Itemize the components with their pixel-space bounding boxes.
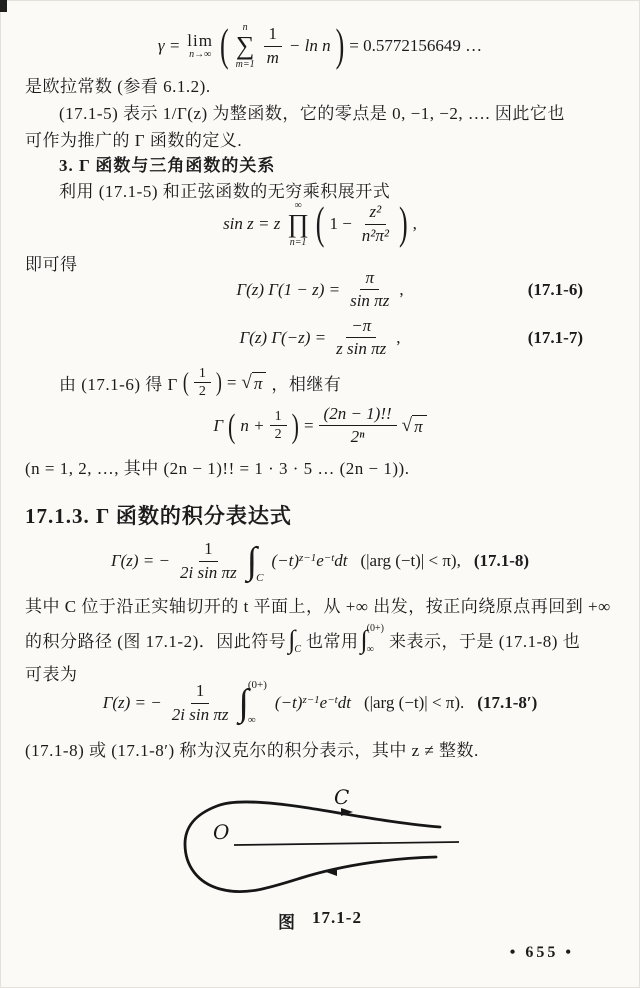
eq8-condition: (|arg (−t)| < π),: [360, 551, 461, 570]
contour-label: C: [334, 788, 350, 809]
paragraph-gamma-half: [25, 366, 615, 400]
gamma-half-pre: 由 (17.1-6) 得 Γ: [59, 375, 178, 395]
gamma-half-integer-formula: [25, 404, 615, 448]
integral-lower-limit: ∞: [247, 714, 256, 726]
inline-integral-0plus: ∫ (0+) ∞: [360, 623, 384, 655]
eq6-comma: ,: [399, 279, 404, 299]
negative-reflection-formula-row: [25, 316, 615, 360]
contour-integral-C: ∫ C: [246, 540, 264, 584]
limit-operator: [187, 32, 213, 60]
right-paren: ): [399, 197, 408, 249]
section-heading-integral-representation: 17.1.3. Γ 函数的积分表达式: [25, 504, 292, 528]
prod-lower-limit: n=1: [289, 237, 307, 248]
n-plus: n +: [240, 415, 265, 435]
paragraph-thus-we-get: 即可得: [25, 255, 78, 274]
eq8p-fraction: $\frac{1}{\text{2i sin πz}}$: [171, 681, 229, 724]
sqrt-pi: √ π: [241, 372, 266, 394]
integral-0plus-infinity: ∫ (0+) ∞: [238, 679, 267, 726]
sum-upper-limit: n: [242, 22, 248, 33]
trailing-comma: ,: [412, 214, 417, 233]
integral-lower-limit: C: [256, 572, 264, 584]
right-paren: ): [215, 367, 222, 397]
eq7-fraction: $\frac{-\pi}{\text{z sin πz}}$: [336, 316, 387, 359]
lim-subscript: n→∞: [189, 49, 212, 60]
formula-lhs: γ =: [157, 36, 181, 55]
figure-caption: [25, 908, 615, 933]
eq8p-integrand: $(-t)^{z-1}e^{-t}dt$: [274, 693, 351, 712]
fraction-1-over-2: $\frac{1}{2}$: [194, 366, 211, 400]
paragraph-contour-line3: 可表为: [25, 665, 78, 684]
contour-line2-a: 的积分路径 (图 17.1-2)．因此符号: [25, 632, 287, 651]
figure-caption-word: 图: [278, 913, 297, 932]
contour-line2-b: 也常用: [306, 632, 359, 651]
left-paren: (: [228, 405, 236, 445]
fraction-1-over-2: $\frac{1}{2}$: [270, 409, 287, 443]
euler-constant-formula: [25, 19, 615, 71]
hankel-integral-formula-prime-row: [25, 680, 615, 726]
prod-symbol: ∏: [287, 209, 309, 238]
contour-path: [185, 802, 440, 892]
lim-symbol: lim: [187, 31, 213, 50]
sum-lower-limit: m=1: [235, 59, 255, 70]
eq8-fraction: $\frac{1}{\text{2i sin πz}}$: [180, 539, 237, 582]
eq6-lhs: Γ(z) Γ(1 − z) =: [236, 279, 341, 299]
contour-line2-c: 来表示，于是 (17.1-8) 也: [388, 632, 581, 651]
hankel-contour-drawing: [0, 788, 640, 906]
paragraph-double-factorial-note: (n = 1, 2, …, 其中 (2n − 1)!! = 1 · 3 · 5 … (2n − 1)).: [25, 459, 410, 478]
figure-hankel-contour: [0, 788, 640, 911]
equals-sign: =: [226, 372, 237, 392]
eq7-lhs: Γ(z) Γ(−z) =: [239, 327, 327, 347]
heading-gamma-trig-relation: 3. Γ 函数与三角函数的关系: [59, 156, 276, 175]
fraction-1-over-m: $\frac{1}{m}$: [262, 24, 284, 68]
eq8-lhs: Γ(z) = −: [110, 551, 170, 570]
origin-label: O: [213, 820, 230, 844]
equation-number-17-1-8: (17.1-8): [473, 551, 530, 570]
paragraph-sine-product-intro: 利用 (17.1-5) 和正弦函数的无穷乘积展开式: [59, 182, 391, 201]
double-factorial-fraction: $\frac{(2n - 1)!!}{\text{2ⁿ}}$: [319, 404, 397, 448]
figure-caption-number: 17.1-2: [312, 908, 362, 927]
equation-number-17-1-7: (17.1-7): [527, 327, 583, 347]
left-paren: (: [315, 197, 325, 249]
scan-artifact: [0, 0, 7, 12]
product-operator: [287, 200, 308, 248]
gamma-symbol: Γ: [213, 415, 224, 435]
eq8p-condition: (|arg (−t)| < π).: [363, 693, 465, 712]
one-minus: 1 −: [329, 214, 352, 233]
summation-operator: [236, 22, 255, 70]
fraction-z2-over-n2pi2: $\frac{\text{z²}}{\text{n²π²}}$: [361, 202, 389, 245]
inline-integral-C: ∫ C: [288, 624, 302, 655]
left-paren: (: [182, 367, 189, 397]
prod-upper-limit: ∞: [294, 200, 302, 211]
gamma-half-post: ，相继有: [271, 375, 342, 395]
equals-sign: =: [303, 415, 314, 435]
equation-number-17-1-6: (17.1-6): [527, 279, 583, 299]
sqrt-pi: √ π: [402, 415, 427, 437]
hankel-integral-formula-row: [25, 538, 615, 584]
integral-upper-limit: (0+): [247, 679, 267, 691]
euler-constant-value: = 0.5772156649 …: [349, 36, 483, 55]
eq8-integrand: $(-t)^{z-1}e^{-t}dt$: [271, 551, 348, 570]
right-paren: ): [291, 405, 299, 445]
sum-symbol: ∑: [235, 31, 255, 60]
paragraph-entire-function-line2: 可作为推广的 Γ 函数的定义.: [25, 131, 243, 150]
eq7-comma: ,: [396, 327, 401, 347]
sin-lhs: sin z = z: [223, 214, 281, 233]
eq8p-lhs: Γ(z) = −: [102, 693, 162, 712]
paragraph-entire-function-line1: (17.1-5) 表示 1/Γ(z) 为整函数，它的零点是 0, −1, −2, …. 因此它也: [59, 104, 565, 123]
paragraph-euler-constant: 是欧拉常数 (参看 6.1.2).: [25, 77, 211, 96]
right-paren: ): [335, 19, 345, 71]
paragraph-contour-line1: 其中 C 位于沿正实轴切开的 t 平面上，从 +∞ 出发，按正向绕原点再回到 +∞: [25, 597, 611, 616]
real-axis-line: [234, 842, 459, 845]
left-paren: (: [219, 19, 229, 71]
sine-product-formula: [25, 197, 615, 249]
minus-ln-n: − ln n: [288, 36, 331, 55]
reflection-formula-row: [25, 268, 615, 312]
paragraph-contour-line2: [25, 624, 615, 655]
page-number: • 655 •: [509, 944, 574, 961]
paragraph-hankel-name: (17.1-8) 或 (17.1-8′) 称为汉克尔的积分表示，其中 z ≠ 整数.: [25, 741, 479, 760]
eq6-fraction: $\frac{\pi}{\text{sin πz}}$: [350, 268, 390, 311]
equation-number-17-1-8-prime: (17.1-8′): [477, 693, 538, 712]
